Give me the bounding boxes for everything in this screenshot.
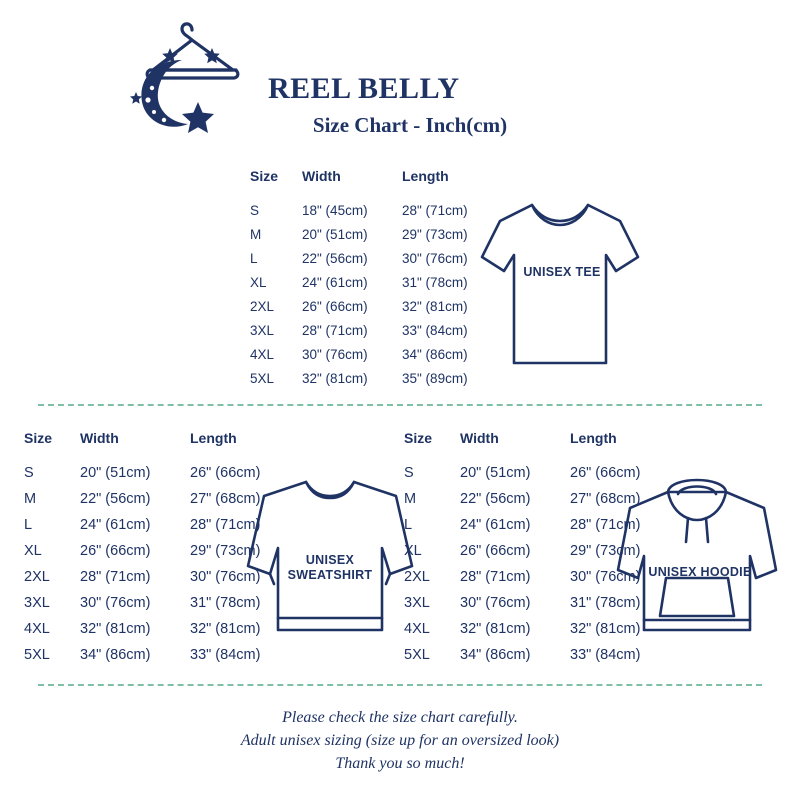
cell-size: S bbox=[250, 202, 260, 218]
cell-width: 22" (56cm) bbox=[80, 491, 151, 507]
cell-width: 32" (81cm) bbox=[460, 621, 531, 637]
table-row bbox=[250, 270, 502, 294]
cell-width: 24" (61cm) bbox=[80, 517, 151, 533]
footer-line-3: Thank you so much! bbox=[335, 755, 465, 772]
garment-label-tee: UNISEX TEE bbox=[523, 265, 601, 279]
cell-size: M bbox=[24, 491, 37, 507]
cell-size: 5XL bbox=[250, 370, 275, 386]
cell-size: 3XL bbox=[24, 595, 50, 611]
cell-length: 32" (81cm) bbox=[402, 298, 468, 314]
cell-size: XL bbox=[24, 543, 42, 559]
table-row bbox=[250, 342, 502, 366]
cell-width: 26" (66cm) bbox=[460, 543, 531, 559]
cell-length: 27" (68cm) bbox=[570, 491, 641, 507]
cell-length: 32" (81cm) bbox=[190, 621, 261, 637]
column-header-size: Size bbox=[250, 168, 279, 184]
cell-size: 4XL bbox=[250, 346, 275, 362]
cell-size: 4XL bbox=[404, 621, 430, 637]
cell-length: 33" (84cm) bbox=[570, 647, 641, 663]
garment-label-sweatshirt bbox=[255, 553, 405, 583]
garment-label-hoodie: UNISEX HOODIE bbox=[648, 565, 752, 579]
column-header-length: Length bbox=[402, 168, 449, 184]
table-header-row bbox=[24, 430, 290, 460]
cell-size: M bbox=[250, 226, 262, 242]
cell-length: 28" (71cm) bbox=[570, 517, 641, 533]
cell-length: 29" (73cm) bbox=[402, 226, 468, 242]
cell-width: 22" (56cm) bbox=[460, 491, 531, 507]
cell-size: L bbox=[404, 517, 413, 533]
cell-width: 34" (86cm) bbox=[80, 647, 151, 663]
column-header-size: Size bbox=[404, 430, 433, 446]
cell-width: 22" (56cm) bbox=[302, 250, 368, 266]
footer-line-1: Please check the size chart carefully. bbox=[282, 709, 518, 726]
column-header-width: Width bbox=[302, 168, 341, 184]
table-row bbox=[250, 222, 502, 246]
cell-size: XL bbox=[250, 274, 267, 290]
cell-size: 2XL bbox=[250, 298, 275, 314]
cell-length: 31" (78cm) bbox=[402, 274, 468, 290]
cell-width: 26" (66cm) bbox=[302, 298, 368, 314]
cell-length: 33" (84cm) bbox=[190, 647, 261, 663]
cell-length: 31" (78cm) bbox=[190, 595, 261, 611]
table-header-row bbox=[250, 168, 502, 198]
cell-length: 31" (78cm) bbox=[570, 595, 641, 611]
cell-length: 28" (71cm) bbox=[402, 202, 468, 218]
cell-width: 24" (61cm) bbox=[460, 517, 531, 533]
tshirt-icon bbox=[470, 195, 650, 380]
column-header-width: Width bbox=[460, 430, 499, 446]
section-divider bbox=[38, 404, 762, 406]
cell-length: 30" (76cm) bbox=[402, 250, 468, 266]
cell-width: 34" (86cm) bbox=[460, 647, 531, 663]
column-header-length: Length bbox=[190, 430, 237, 446]
size-table-tee bbox=[250, 168, 502, 390]
table-row bbox=[250, 294, 502, 318]
cell-length: 34" (86cm) bbox=[402, 346, 468, 362]
cell-width: 32" (81cm) bbox=[302, 370, 368, 386]
cell-length: 29" (73cm) bbox=[570, 543, 641, 559]
cell-width: 20" (51cm) bbox=[80, 465, 151, 481]
cell-length: 28" (71cm) bbox=[190, 517, 261, 533]
cell-length: 32" (81cm) bbox=[570, 621, 641, 637]
column-header-width: Width bbox=[80, 430, 119, 446]
cell-width: 20" (51cm) bbox=[302, 226, 368, 242]
cell-width: 24" (61cm) bbox=[302, 274, 368, 290]
cell-size: 3XL bbox=[404, 595, 430, 611]
section-divider bbox=[38, 684, 762, 686]
cell-width: 30" (76cm) bbox=[302, 346, 368, 362]
cell-width: 30" (76cm) bbox=[80, 595, 151, 611]
cell-size: 5XL bbox=[24, 647, 50, 663]
cell-size: L bbox=[250, 250, 258, 266]
cell-width: 32" (81cm) bbox=[80, 621, 151, 637]
cell-width: 18" (45cm) bbox=[302, 202, 368, 218]
table-header-row bbox=[404, 430, 670, 460]
table-row bbox=[250, 198, 502, 222]
cell-width: 28" (71cm) bbox=[302, 322, 368, 338]
cell-length: 26" (66cm) bbox=[570, 465, 641, 481]
cell-size: 5XL bbox=[404, 647, 430, 663]
page-title: Size Chart - Inch(cm) bbox=[312, 113, 508, 137]
cell-size: L bbox=[24, 517, 33, 533]
cell-size: S bbox=[24, 465, 34, 481]
garment-label-line1: UNISEX bbox=[305, 553, 355, 567]
cell-width: 20" (51cm) bbox=[460, 465, 531, 481]
cell-width: 26" (66cm) bbox=[80, 543, 151, 559]
column-header-length: Length bbox=[570, 430, 617, 446]
garment-label-line2: SWEATSHIRT bbox=[287, 568, 373, 582]
cell-size: XL bbox=[404, 543, 422, 559]
cell-length: 30" (76cm) bbox=[190, 569, 261, 585]
column-header-size: Size bbox=[24, 430, 53, 446]
footer-note bbox=[0, 706, 800, 775]
cell-length: 30" (76cm) bbox=[570, 569, 641, 585]
hanger-crescent-moon-stars-icon bbox=[120, 14, 265, 134]
cell-length: 35" (89cm) bbox=[402, 370, 468, 386]
cell-size: 3XL bbox=[250, 322, 275, 338]
brand-name: REEL BELLY bbox=[268, 72, 460, 105]
cell-width: 28" (71cm) bbox=[80, 569, 151, 585]
cell-size: S bbox=[404, 465, 414, 481]
table-row bbox=[250, 246, 502, 270]
cell-length: 27" (68cm) bbox=[190, 491, 261, 507]
table-row bbox=[250, 318, 502, 342]
table-row bbox=[250, 366, 502, 390]
cell-size: 4XL bbox=[24, 621, 50, 637]
cell-size: M bbox=[404, 491, 417, 507]
cell-width: 30" (76cm) bbox=[460, 595, 531, 611]
hoodie-icon bbox=[612, 470, 782, 655]
cell-size: 2XL bbox=[404, 569, 430, 585]
footer-line-2: Adult unisex sizing (size up for an oversized look) bbox=[240, 732, 560, 749]
cell-width: 28" (71cm) bbox=[460, 569, 531, 585]
cell-length: 33" (84cm) bbox=[402, 322, 468, 338]
cell-size: 2XL bbox=[24, 569, 50, 585]
cell-length: 26" (66cm) bbox=[190, 465, 261, 481]
cell-length: 29" (73cm) bbox=[190, 543, 261, 559]
